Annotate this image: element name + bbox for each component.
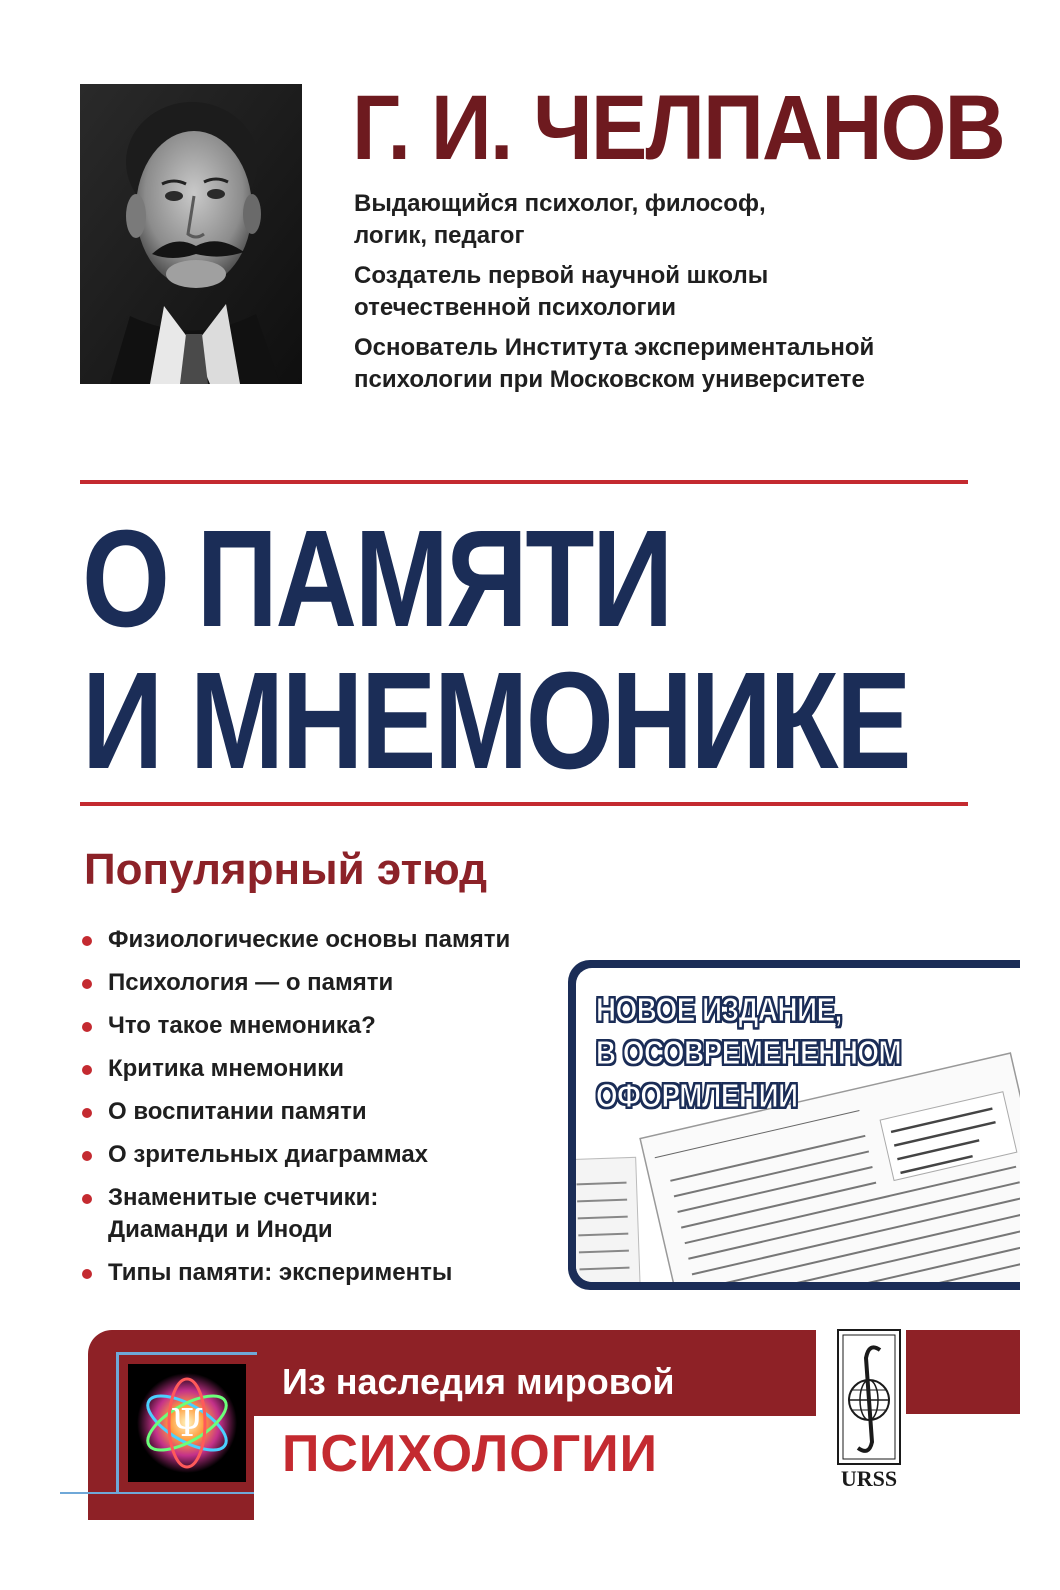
new-edition-panel	[568, 960, 1020, 1290]
bullet-icon	[82, 1269, 92, 1279]
bullet-icon	[82, 1151, 92, 1161]
author-name: Г. И. ЧЕЛПАНОВ	[352, 77, 1004, 179]
author-bio	[354, 188, 994, 404]
subtitle: Популярный этюд	[84, 845, 488, 894]
author-portrait	[80, 84, 302, 384]
bullet-icon	[82, 979, 92, 989]
publisher-name: URSS	[840, 1466, 898, 1491]
series-logo-icon	[128, 1364, 246, 1482]
list-item: О зрительных диаграммах	[80, 1139, 600, 1171]
list-item: Знаменитые счетчики: Диаманди и Иноди	[80, 1182, 600, 1246]
list-item: Психология — о памяти	[80, 967, 600, 999]
new-edition-badge: НОВОЕ ИЗДАНИЕ, В ОСОВРЕМЕНЕННОМ ОФОРМЛЕНИИ	[596, 991, 902, 1114]
list-item: Физиологические основы памяти	[80, 924, 600, 956]
list-item: О воспитании памяти	[80, 1096, 600, 1128]
series-band-right	[906, 1330, 1020, 1414]
bullet-icon	[82, 1194, 92, 1204]
contents-list	[80, 924, 600, 1300]
bullet-icon	[82, 1108, 92, 1118]
series-title-line-2: ПСИХОЛОГИИ	[282, 1425, 658, 1483]
title-line-2: И МНЕМОНИКЕ	[82, 644, 910, 798]
bullet-icon	[82, 1065, 92, 1075]
bio-line: Основатель Института экспериментальной психологии при Московском университете	[354, 334, 875, 393]
series-underline	[60, 1492, 254, 1494]
bullet-icon	[82, 1022, 92, 1032]
title-rule-bottom	[80, 802, 968, 806]
list-item: Типы памяти: эксперименты	[80, 1257, 600, 1289]
svg-text:Ψ: Ψ	[170, 1401, 204, 1445]
bullet-icon	[82, 936, 92, 946]
series-title-line-1: Из наследия мировой	[282, 1361, 675, 1402]
title-rule-top	[80, 480, 968, 484]
list-item: Что такое мнемоника?	[80, 1010, 600, 1042]
list-item: Критика мнемоники	[80, 1053, 600, 1085]
title-line-1: О ПАМЯТИ	[82, 502, 671, 656]
bio-line: Выдающийся психолог, философ, логик, педагог	[354, 190, 766, 249]
book-title	[82, 502, 910, 798]
bio-line: Создатель первой научной школы отечественной психологии	[354, 262, 769, 321]
